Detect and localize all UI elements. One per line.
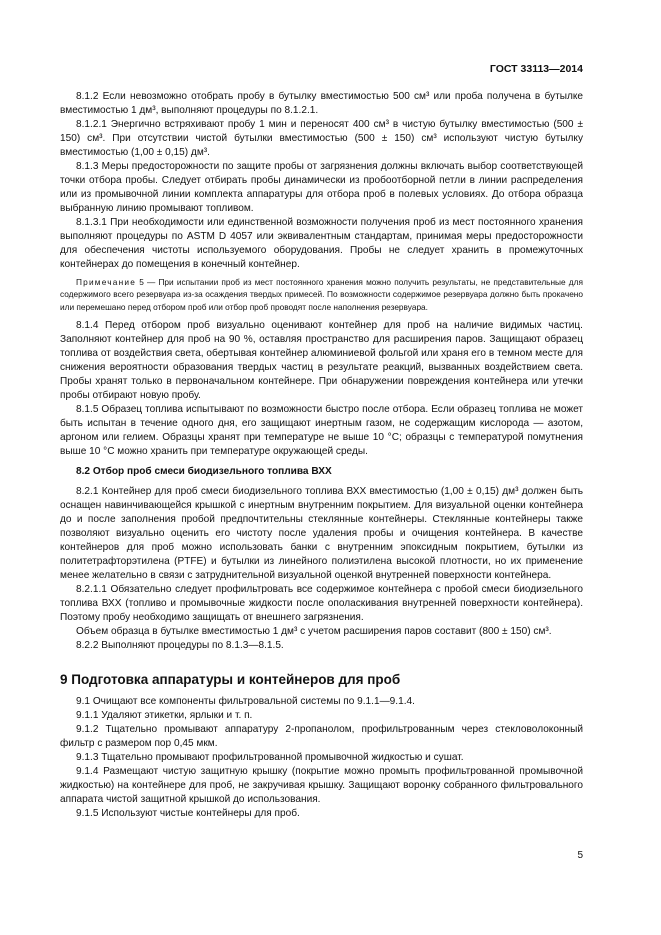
paragraph-9-1-2: 9.1.2 Тщательно промывают аппаратуру 2-пропанолом, профильтрованным через стекловолоконный фильтр с размером пор 0,45 мкм.	[60, 724, 583, 750]
paragraph-8-2-2: 8.2.2 Выполняют процедуры по 8.1.3—8.1.5.	[76, 640, 284, 652]
paragraph-9-1-5: 9.1.5 Используют чистые контейнеры для проб.	[76, 808, 300, 820]
paragraph-8-1-4: 8.1.4 Перед отбором проб визуально оценивают контейнер для проб на наличие видимых частиц. Заполняют контейнер для проб на 90 %, оставляя пространство для расширения паров. Защищают образец топлива от воздействия света, обертывая контейнер алюминиевой фольгой или храня его в темном месте для снижения вероятности образования твердых частиц в результате реакций, вызванных воздействием света. Пробы хранят только в первоначальном контейнере. При обнаружении повреждения контейнера или утечки пробы отбирают новую пробу.	[60, 320, 583, 402]
section-heading-9: 9 Подготовка аппаратуры и контейнеров для проб	[60, 672, 401, 688]
note-label: Примечание	[76, 277, 137, 287]
paragraph-8-1-3: 8.1.3 Меры предосторожности по защите пробы от загрязнения должны включать выбор соответствующей точки отбора пробы. Следует отбирать пробы динамически из пробоотборной петли в линии распределения или из промывочной линии комплекта аппаратуры для отбора проб в полевых условиях. До отбора образца выбранную линию промывают топливом.	[60, 161, 583, 214]
paragraph-8-2-1-1: 8.2.1.1 Обязательно следует профильтровать все содержимое контейнера с пробой смеси биодизельного топлива ВХХ (топливо и промывочные жидкости после ополаскивания внутренней поверхности контейнера). Поэтому пробу необходимо защищать от внешнего загрязнения.	[60, 584, 583, 624]
paragraph-8-1-2-1: 8.1.2.1 Энергично встряхивают пробу 1 мин и переносят 400 см³ в чистую бутылку вместимостью (500 ± 150) см³. При отсутствии чистой бутылки вместимостью (500 ± 150) см³ используют чистую бутылку вместимостью (1,00 ± 0,15) дм³.	[60, 119, 583, 158]
document-code-header: ГОСТ 33113—2014	[489, 63, 583, 75]
section-heading-8-2: 8.2 Отбор проб смеси биодизельного топлива ВХХ	[76, 466, 332, 478]
paragraph-8-1-5: 8.1.5 Образец топлива испытывают по возможности быстро после отбора. Если образец топлива не может быть испытан в течение одного дня, его защищают инертным газом, не содержащим кислорода — азотом, аргоном или гелием. Образцы хранят при температуре не выше 10 °С; образцы с температурой помутнения выше 10 °С можно хранить при температуре окружающей среды.	[60, 404, 583, 458]
note-text: 5 — При испытании проб из мест постоянного хранения можно получить результаты, не представительные для содержимого всего резервуара из-за осаждения твердых примесей. По возможности содержимое резервуара должно быть прокачено или перемешано перед отбором проб или отбор проб проводят после наполнения резервуара.	[60, 277, 583, 312]
paragraph-9-1-3: 9.1.3 Тщательно промывают профильтрованной промывочной жидкостью и сушат.	[76, 752, 464, 764]
paragraph-8-2-1: 8.2.1 Контейнер для проб смеси биодизельного топлива ВХХ вместимостью (1,00 ± 0,15) дм³ должен быть оснащен навинчивающейся крышкой с инертным внутренним покрытием. Для визуальной оценки контейнера до и после заполнения пробой предпочтительны стеклянные контейнеры. Стеклянные контейнеры также позволяют визуально оценить его чистоту после удаления пробы и очищения контейнера. В качестве контейнеров для проб можно использовать банки с внутренним эпоксидным покрытием, бутылки из политетрафторэтилена (PTFE) и бутылки из линейного полиэтилена высокой плотности, но их применение менее желательно в связи с затруднительной визуальной оценкой внутренней поверхности контейнера.	[60, 486, 583, 582]
paragraph-sample-volume: Объем образца в бутылке вместимостью 1 дм³ с учетом расширения паров составит (800 ± 150) см³.	[76, 626, 552, 638]
note-5	[60, 276, 583, 313]
paragraph-9-1: 9.1 Очищают все компоненты фильтровальной системы по 9.1.1—9.1.4.	[76, 696, 415, 708]
paragraph-9-1-1: 9.1.1 Удаляют этикетки, ярлыки и т. п.	[76, 710, 253, 722]
paragraph-8-1-2: 8.1.2 Если невозможно отобрать пробу в бутылку вместимостью 500 см³ или проба получена в бутылке вместимостью 1 дм³, выполняют процедуры по 8.1.2.1.	[60, 91, 583, 116]
page-number: 5	[577, 850, 583, 861]
paragraph-8-1-3-1: 8.1.3.1 При необходимости или единственной возможности получения проб из мест постоянного хранения выполняют процедуры по ASTM D 4057 или эквивалентным стандартам, принимая меры предосторожности для обеспечения чистоты используемого оборудования. Пробы не следует хранить в промежуточных контейнерах до помещения в конечный контейнер.	[60, 217, 583, 270]
paragraph-9-1-4: 9.1.4 Размещают чистую защитную крышку (покрытие можно промыть профильтрованной промывочной жидкостью) на контейнере для проб, не закручивая крышку. Защищают воронку собранного фильтровального аппарата чистой защитной крышкой до использования.	[60, 766, 583, 806]
document-body	[60, 90, 583, 821]
